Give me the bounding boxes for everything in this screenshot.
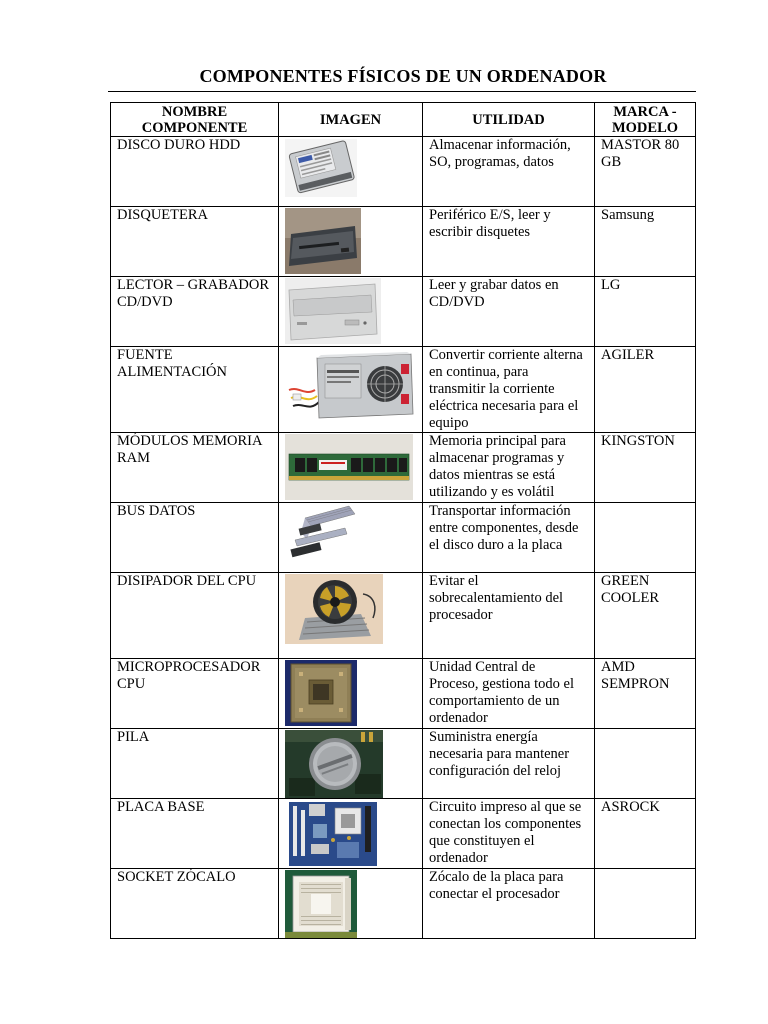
cpu-cooler-photo (285, 574, 383, 644)
component-brand: AMD SEMPRON (595, 659, 696, 729)
component-image-cell (279, 137, 423, 207)
component-image-cell (279, 207, 423, 277)
component-utility: Suministra energía necesaria para mantener configuración del reloj (423, 729, 595, 799)
table-row (111, 137, 696, 207)
ribbon-cable-photo (285, 504, 357, 566)
table-row (111, 207, 696, 277)
floppy-drive-photo (285, 208, 361, 274)
component-image-cell (279, 347, 423, 433)
table-row (111, 433, 696, 503)
component-utility: Periférico E/S, leer y escribir disquetes (423, 207, 595, 277)
component-utility: Zócalo de la placa para conectar el procesador (423, 869, 595, 939)
component-name: FUENTE ALIMENTACIÓN (111, 347, 279, 433)
component-name: PLACA BASE (111, 799, 279, 869)
header-utility: UTILIDAD (423, 103, 595, 137)
power-supply-photo (287, 350, 415, 422)
table-header-row (111, 103, 696, 137)
component-brand: MASTOR 80 GB (595, 137, 696, 207)
table-row (111, 729, 696, 799)
header-name: NOMBRE COMPONENTE (111, 103, 279, 137)
component-image-cell (279, 799, 423, 869)
component-utility: Transportar información entre componentes, desde el disco duro a la placa (423, 503, 595, 573)
component-name: PILA (111, 729, 279, 799)
component-utility: Almacenar información, SO, programas, datos (423, 137, 595, 207)
component-name: SOCKET ZÓCALO (111, 869, 279, 939)
component-name: MICROPROCESADOR CPU (111, 659, 279, 729)
component-brand (595, 729, 696, 799)
component-brand: KINGSTON (595, 433, 696, 503)
component-brand: AGILER (595, 347, 696, 433)
table-row (111, 799, 696, 869)
component-brand: GREEN COOLER (595, 573, 696, 659)
component-image-cell (279, 433, 423, 503)
component-utility: Unidad Central de Proceso, gestiona todo el comportamiento de un ordenador (423, 659, 595, 729)
component-brand (595, 503, 696, 573)
header-brand: MARCA - MODELO (595, 103, 696, 137)
coin-battery-photo (285, 730, 383, 798)
component-name: DISCO DURO HDD (111, 137, 279, 207)
component-brand: Samsung (595, 207, 696, 277)
motherboard-photo (287, 800, 379, 868)
table-row (111, 503, 696, 573)
hard-disk-photo (285, 139, 357, 197)
component-brand: ASROCK (595, 799, 696, 869)
component-utility: Circuito impreso al que se conectan los componentes que constituyen el ordenador (423, 799, 595, 869)
component-utility: Convertir corriente alterna en continua, para transmitir la corriente eléctrica necesaria para el equipo (423, 347, 595, 433)
component-utility: Leer y grabar datos en CD/DVD (423, 277, 595, 347)
component-image-cell (279, 503, 423, 573)
component-name: MÓDULOS MEMORIA RAM (111, 433, 279, 503)
table-row (111, 347, 696, 433)
table-row (111, 277, 696, 347)
ram-module-photo (285, 434, 413, 500)
component-image-cell (279, 659, 423, 729)
component-name: LECTOR – GRABADOR CD/DVD (111, 277, 279, 347)
component-image-cell (279, 729, 423, 799)
components-table (110, 102, 696, 939)
page-title: COMPONENTES FÍSICOS DE UN ORDENADOR (199, 66, 607, 86)
title-underline (108, 91, 696, 92)
component-name: DISIPADOR DEL CPU (111, 573, 279, 659)
header-image: IMAGEN (279, 103, 423, 137)
cpu-chip-photo (285, 660, 357, 726)
component-name: BUS DATOS (111, 503, 279, 573)
component-name: DISQUETERA (111, 207, 279, 277)
table-row (111, 869, 696, 939)
component-image-cell (279, 573, 423, 659)
component-image-cell (279, 277, 423, 347)
component-brand: LG (595, 277, 696, 347)
table-row (111, 573, 696, 659)
optical-drive-photo (285, 278, 381, 344)
component-utility: Memoria principal para almacenar programas y datos mientras se está utilizando y es volátil (423, 433, 595, 503)
cpu-socket-photo (285, 870, 357, 938)
component-image-cell (279, 869, 423, 939)
table-row (111, 659, 696, 729)
component-utility: Evitar el sobrecalentamiento del procesador (423, 573, 595, 659)
component-brand (595, 869, 696, 939)
